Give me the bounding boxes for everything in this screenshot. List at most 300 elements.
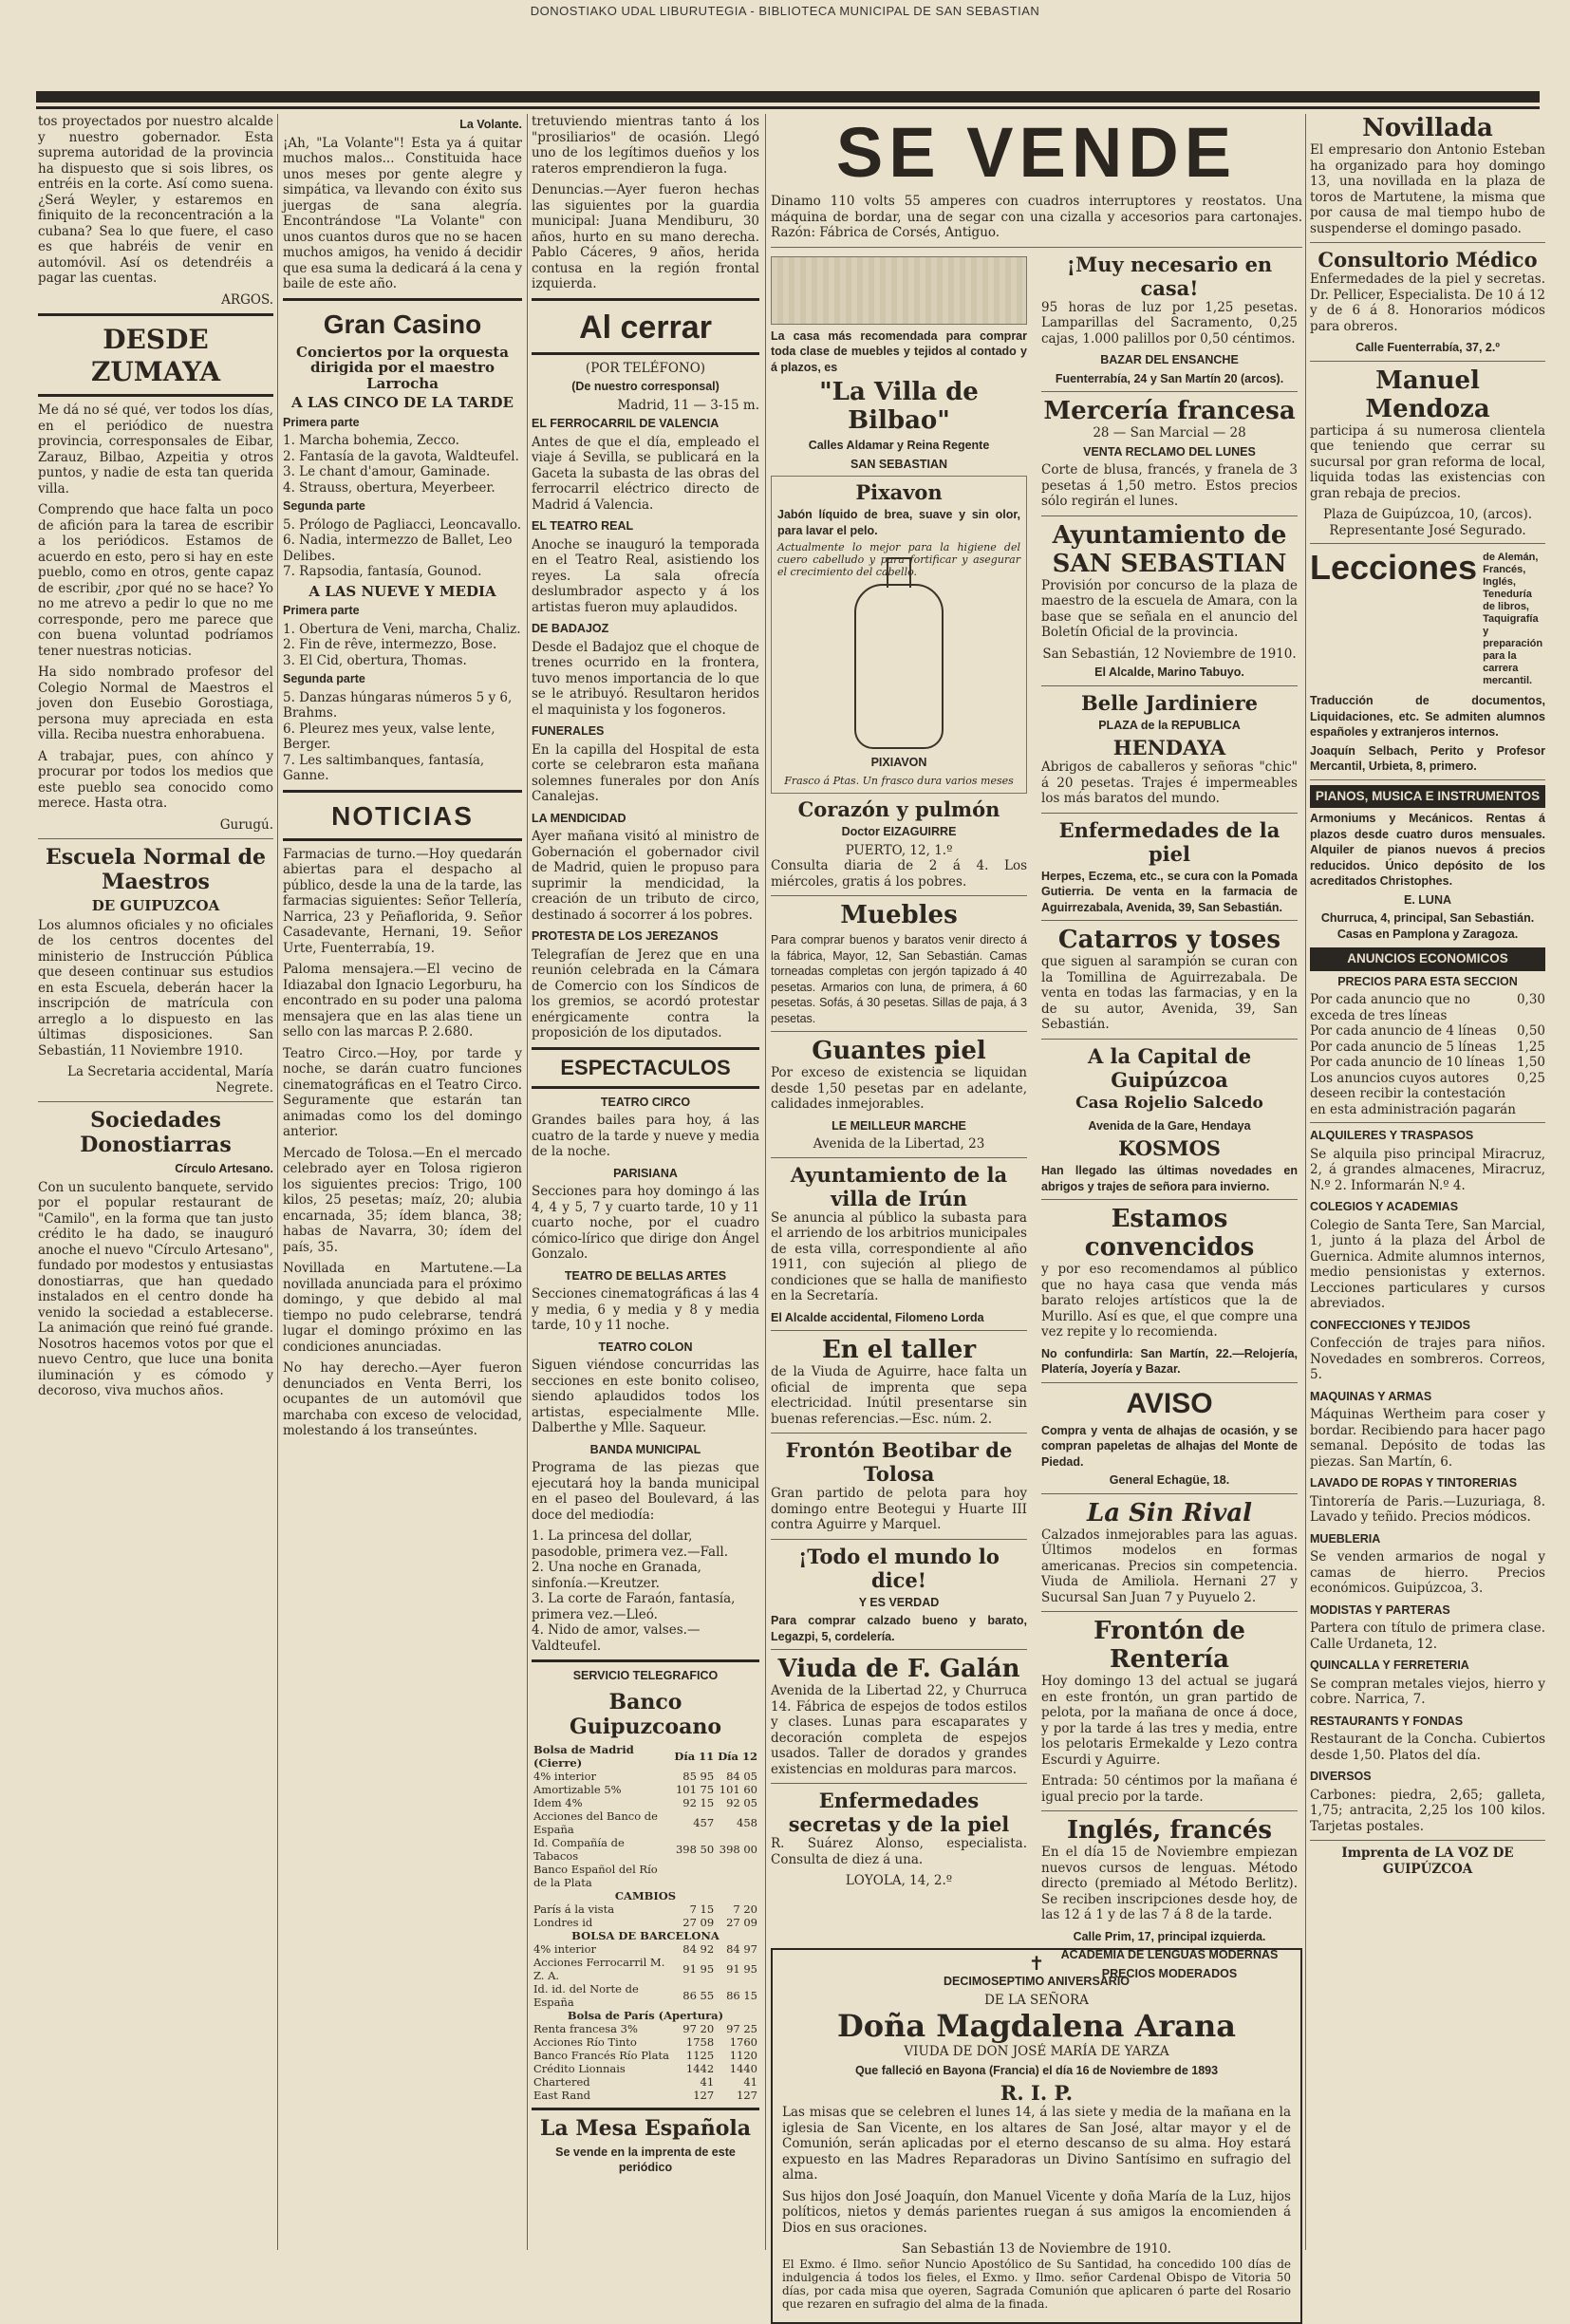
news-heading: EL FERROCARRIL DE VALENCIA: [532, 417, 720, 430]
table-cell: 86 55: [682, 1988, 715, 2002]
taller-text: de la Viuda de Aguirre, hace falta un oficial de imprenta que sepa electricidad. Inútil presentarse sin buenas referencias.—Esc. núm. 2.: [771, 1364, 1027, 1427]
divider: [1041, 1810, 1298, 1811]
divider: [771, 1649, 1027, 1650]
show-heading: BANDA MUNICIPAL: [589, 1442, 701, 1456]
news-item: Mercado de Tolosa.—En el mercado celebrado ayer en Tolosa rigieron los siguientes precios: Trigo, 100 kilos, 25 pesetas; maíz, 20; alubia encarnada, 35; ídem blanca, 38; habas de Navarra, 30; ídem del país, 35.: [283, 1145, 522, 1255]
price-row: [1310, 1023, 1545, 1040]
article-paragraph: Denuncias.—Ayer fueron hechas las siguientes por la guardia municipal: Juana Mendiburu, 30 años, hurto en su mano derecha. Pablo Cáceres, 9 años, herida contusa en la región frontal izquierda.: [532, 182, 759, 291]
table-row: [532, 1916, 759, 1929]
divider: [1310, 1840, 1545, 1841]
ads-subcolumn-right: [1041, 253, 1298, 1985]
divider: [1041, 813, 1298, 814]
merceria-addr: 28 — San Marcial — 28: [1093, 425, 1246, 440]
convencidos-text: y por eso recomendamos al público que no haya casa que venda más barato relojes artísticos que la de Murillo. Así es que, el que compre una vez repite y lo recomienda.: [1041, 1262, 1298, 1340]
column-divider: [1305, 114, 1306, 2250]
belle-sub: PLAZA de la REPUBLICA: [1098, 718, 1241, 732]
program-item: 1. Marcha bohemia, Zecco.: [283, 433, 459, 448]
servicio-heading: SERVICIO TELEGRAFICO: [572, 1669, 719, 1682]
belle-title: Belle Jardiniere: [1080, 690, 1259, 715]
enfermedades-title: Enfermedades secretas y de la piel: [788, 1789, 1010, 1836]
classified-text: Confección de trajes para niños. Novedades en sombreros. Correos, 5.: [1310, 1336, 1545, 1382]
ingles-text: En el día 15 de Noviembre empiezan nuevos cursos de lenguas. Método directo (premiado al Método Berlitz). Se reciben inscripciones desde hoy, de las 12 á 1 y de las 7 á 8 de la tarde.: [1041, 1845, 1298, 1922]
table-row: [532, 1982, 759, 2009]
divider: [1041, 515, 1298, 516]
belle-city: HENDAYA: [1112, 736, 1226, 759]
table-cell: 4% interior: [533, 1769, 597, 1783]
todo-text: Para comprar calzado bueno y barato, Legazpi, 5, cordelería.: [771, 1614, 1027, 1643]
classified-heading: RESTAURANTS Y FONDAS: [1310, 1714, 1464, 1728]
classified-heading: LAVADO DE ROPAS Y TINTORERIAS: [1310, 1476, 1518, 1490]
muebles-text: Para comprar buenos y baratos venir directo á la fábrica, Mayor, 12, San Sebastián. Camas torneadas completas con jergón tapizado á 40 pesetas. Armarios con luna, de primera, á 60 pesetas. Sofás, á 30 pesetas. Sillas de paja, á 3 pesetas.: [771, 933, 1027, 1025]
table-cell: 41: [743, 2074, 757, 2089]
divider: [771, 247, 1302, 248]
esquela-died: Que falleció en Bayona (Francia) el día 16 de Noviembre de 1893: [854, 2063, 1219, 2077]
volante-label: La Volante.: [459, 118, 522, 131]
divider: [1310, 779, 1545, 780]
merceria-title: Mercería francesa: [1043, 397, 1296, 425]
irun-sign: El Alcalde accidental, Filomeno Lorda: [771, 1310, 984, 1324]
convencidos-title: Estamos convencidos: [1084, 1205, 1255, 1262]
sociedades-subtitle: Círculo Artesano.: [175, 1162, 273, 1175]
taller-title: En el taller: [821, 1336, 977, 1364]
table-cell: Renta francesa 3%: [533, 2021, 638, 2035]
table-cell: 92 05: [726, 1795, 757, 1809]
enfermedades-text: R. Suárez Alonso, especialista. Consulta de diez á una.: [771, 1836, 1027, 1867]
renteria-title: Frontón de Rentería: [1093, 1617, 1245, 1674]
price-value: 1,50: [1516, 1055, 1545, 1070]
table-cell: 84 05: [726, 1769, 757, 1783]
beotibar-title: Frontón Beotibar de Tolosa: [785, 1438, 1013, 1486]
irun-title: Ayuntamiento de la villa de Irún: [790, 1162, 1008, 1210]
renteria-text: Hoy domingo 13 del actual se jugará en este frontón, un gran partido de pelota, por la mañana de once á doce, y por la tarde á las tres y media, entre los pelotaris Ermekalde y Lezo contra Escurdi y Aguirre.: [1041, 1674, 1298, 1768]
table-cell: 85 95: [682, 1769, 715, 1783]
program-item: 1. La princesa del dollar, pasodoble, primera vez.—Fall.: [532, 1528, 728, 1560]
table-cell: 1758: [685, 2034, 715, 2049]
ads-area: [771, 113, 1302, 2311]
segunda-parte-label: Segunda parte: [283, 499, 365, 513]
divider: [1041, 391, 1298, 392]
villa-sub: Calles Aldamar y Reina Regente: [808, 439, 990, 452]
table-section-heading: BOLSA DE BARCELONA: [571, 1928, 720, 1942]
table-section-heading: Bolsa de París (Apertura): [567, 2008, 724, 2022]
guantes-shop: LE MEILLEUR MARCHE: [832, 1118, 966, 1133]
table-cell: Crédito Lionnais: [533, 2061, 626, 2075]
consultorio-title: Consultorio Médico: [1318, 248, 1538, 272]
classified-text: Se alquila piso principal Miracruz, 2, á grandes almacenes, Miracruz, N.º 2. Informarán N.º 4.: [1310, 1146, 1545, 1193]
table-cell: 398 50: [675, 1842, 715, 1856]
article-paragraph: tretuviendo mientras tanto á los "prosiliarios" de ocasión. Llegó uno de los legítimos dueños y los rateros emprendieron la fuga.: [532, 114, 759, 177]
todo-title: ¡Todo el mundo lo dice!: [798, 1544, 1000, 1592]
news-item: En la capilla del Hospital de esta corte se celebraron esta mañana solemnes funerales por don Anís Canalejas.: [532, 741, 759, 804]
villa-text: La casa más recomendada para comprar toda clase de muebles y tejidos al contado y á plazos, es: [771, 328, 1027, 374]
news-item: Farmacias de turno.—Hoy quedarán abiertas para el despacho al público, desde la una de la tarde, las farmacias siguientes: Señor Tellería, Narrica, 23 y Peñaflorida, 9. Señor Casadevante, Hernani, 19. Señor Urte, Fuenterrabía, 19.: [283, 846, 522, 956]
esquela-sub: DE LA SEÑORA: [984, 1992, 1089, 2008]
table-cell: Idem 4%: [533, 1795, 583, 1809]
program-item: 2. Una noche en Granada, sinfonía.—Kreutzer.: [532, 1560, 701, 1591]
al-cerrar-subtitle: (POR TELÉFONO): [585, 360, 706, 376]
table-cell: Londres id: [533, 1915, 593, 1929]
villa-title: "La Villa de Bilbao": [819, 378, 979, 435]
classified-heading: MAQUINAS Y ARMAS: [1310, 1389, 1432, 1403]
article-paragraph: Ha sido nombrado profesor del Colegio Normal de Maestros el joven don Eusebio Gorostiaga, persona muy apreciada en esta villa. Reciba nuestra enhorabuena.: [38, 665, 273, 742]
table-header: Día 11: [674, 1749, 715, 1763]
table-row: [532, 2022, 759, 2035]
divider: [38, 838, 273, 839]
galan-text: Avenida de la Libertad 22, y Churruca 14. Fábrica de espejos de todos estilos y clases. Lunas para escaparates y decoración completa de espejos usados. Taller de dorados y grandes existencias en molduras para marcos.: [771, 1683, 1027, 1777]
table-cell: 27 09: [682, 1915, 715, 1929]
desde-zumaya-title: DESDE ZUMAYA: [90, 324, 221, 387]
enf-piel-title: Enfermedades de la piel: [1058, 817, 1280, 866]
necesario-shop: BAZAR DEL ENSANCHE: [1100, 353, 1239, 366]
news-item: Teatro Circo.—Hoy, por tarde y noche, se darán cuatro funciones cinematográficas en el Teatro Circo. Seguramente que estarán tan animadas como los del domingo anterior.: [283, 1045, 522, 1139]
program-item: 3. La corte de Faraón, fantasía, primera vez.—Lleó.: [532, 1591, 736, 1622]
table-row: [532, 1770, 759, 1783]
table-cell: 97 20: [682, 2021, 715, 2035]
convencidos-addr: No confundirla: San Martín, 22.—Relojería, Platería, Joyería y Bazar.: [1041, 1346, 1298, 1376]
section-rule: [283, 790, 522, 793]
price-value: 0,25: [1516, 1070, 1545, 1086]
classified-text: Partera con título de primera clase. Calle Urdaneta, 12.: [1310, 1621, 1545, 1652]
classified-heading: MODISTAS Y PARTERAS: [1310, 1602, 1450, 1617]
classified-heading: MUEBLERIA: [1310, 1531, 1381, 1546]
mesa-title: La Mesa Española: [539, 2115, 752, 2141]
table-row: [532, 2049, 759, 2062]
noticias-title: NOTICIAS: [331, 800, 474, 831]
classified-heading: DIVERSOS: [1310, 1770, 1372, 1783]
necesario-text: 95 horas de luz por 1,25 pesetas. Lamparillas del Sacramento, 0,25 cajas, 1.000 palillos por 0,50 céntimos.: [1041, 299, 1298, 347]
primera-parte-label: Primera parte: [283, 604, 360, 617]
table-row: [532, 1956, 759, 1982]
table-cell: 91 95: [682, 1961, 715, 1976]
table-cell: 41: [700, 2074, 715, 2089]
necesario-title: ¡Muy necesario en casa!: [1066, 252, 1273, 300]
sociedades-title: Sociedades Donostiarras: [80, 1108, 232, 1157]
table-row: [532, 1902, 759, 1916]
table-cell: 398 00: [719, 1842, 757, 1856]
program-item: 4. Nido de amor, valses.—Valdteufel.: [532, 1622, 701, 1654]
divider: [1041, 1199, 1298, 1200]
section-rule: [532, 2108, 759, 2110]
table-cell: Acciones Río Tinto: [533, 2034, 637, 2049]
villa-city: SAN SEBASTIAN: [850, 457, 948, 471]
ingles-academy: ACADEMIA DE LENGUAS MODERNAS: [1060, 1948, 1279, 1961]
dateline: Madrid, 11 — 3-15 m.: [617, 397, 759, 413]
divider: [38, 1101, 273, 1102]
ayto-text: Provisión por concurso de la plaza de maestro de la escuela de Amara, con la base que se señala en el anuncio del Boletín Oficial de la provincia.: [1041, 577, 1298, 640]
catarros-title: Catarros y toses: [1057, 926, 1281, 954]
news-heading: LA MENDICIDAD: [532, 811, 626, 825]
tarde-heading: A LAS CINCO DE LA TARDE: [291, 394, 514, 411]
price-label: Por cada anuncio de 4 líneas: [1310, 1023, 1497, 1039]
column-6: [1310, 114, 1545, 2250]
lecciones-ad: [1310, 549, 1545, 690]
article-intro: tos proyectados por nuestro alcalde y nuestro gobernador. Esta suprema autoridad de la provincia ha dispuesto que si sois libres, os entréis en la corte. Así como suena. ¿Será Weyler, y estaremos en finiquito de la reconcentración a la cubana? Sea lo que fuere, el caso es que habréis de venir en automóvil. Así os detendréis a pagar las cuentas.: [38, 114, 273, 286]
table-cell: 84 92: [682, 1941, 715, 1956]
pixavon-text2: Actualmente lo mejor para la higiene del cuero cabelludo y para fortificar y asegurar el crecimiento del cabello.: [777, 541, 1020, 578]
section-rule: [532, 298, 759, 301]
pixavon-title: Pixavon: [855, 480, 943, 504]
table-cell: [672, 1863, 716, 1889]
program-item: 1. Obertura de Veni, marcha, Chaliz.: [283, 621, 521, 637]
pianos-shop: E. LUNA: [1404, 892, 1451, 907]
table-section-heading: CAMBIOS: [614, 1888, 677, 1902]
table-row: [532, 2062, 759, 2075]
news-item: Antes de que el día, empleado el viaje á Sevilla, se publicará en la Gaceta la subasta de las obras del ferrocarril eléctrico directo de Madrid á Valencia.: [532, 434, 759, 513]
section-rule: [532, 1659, 759, 1662]
price-label: Los anuncios cuyos autores deseen recibir la contestación en esta administración pagarán: [1310, 1070, 1516, 1117]
sin-rival-text: Calzados inmejorables para las aguas. Últimos modelos en formas americanas. Precios sin competencia. Viuda de Amiliola. Hernani 27 y Sucursal San Juan 7 y Puyuelo 2.: [1041, 1527, 1298, 1605]
article-paragraph: ¡Ah, "La Volante"! Esta ya á quitar muchos malos... Constituida hace unos meses por gente alegre y simpática, va llevando con éxito sus juergas de sana alegría. Encontrándose "La Volante" con unos cuantos duros que no se hacen muchos amigos, ha venido á decidir que esa suma la dedicará á la cena y baile de este año.: [283, 135, 522, 291]
se-vende-title: SE VENDE: [835, 113, 1238, 192]
price-value: 0,30: [1516, 992, 1545, 1007]
price-label: Por cada anuncio de 10 líneas: [1310, 1055, 1505, 1070]
masthead-rule-thin: [36, 106, 1540, 109]
price-row: [1310, 992, 1545, 1023]
section-rule: [38, 313, 273, 316]
table-cell: 127: [693, 2088, 715, 2102]
table-row: [532, 2075, 759, 2089]
table-cell: 101 60: [719, 1782, 757, 1796]
table-cell: 457: [693, 1815, 715, 1829]
capital-title: A la Capital de Guipúzcoa: [1087, 1043, 1252, 1092]
news-heading: FUNERALES: [532, 724, 605, 738]
classified-text: Máquinas Wertheim para coser y bordar. Recibiendo para hacer pago semanal. Depósito de todas las piezas. San Martín, 6.: [1310, 1407, 1545, 1470]
price-label: Por cada anuncio de 5 líneas: [1310, 1039, 1497, 1055]
classified-heading: QUINCALLA Y FERRETERIA: [1310, 1659, 1469, 1672]
section-rule: [283, 298, 522, 301]
ayto-date: San Sebastián, 12 Noviembre de 1910.: [1042, 646, 1297, 662]
pixavon-bottle-label: PIXIAVON: [870, 756, 927, 769]
irun-text: Se anuncia al público la subasta para el arriendo de los arbitrios municipales de esta villa, correspondiente al año 1911, con sujeción al pliego de condiciones que se halla de manifiesto en la Secretaría.: [771, 1209, 1027, 1303]
catarros-text: que siguen al sarampión se curan con la Tomillina de Aguirrezabala. De venta en todas las farmacias, y en la de su autor, Avenida, 39, San Sebastián.: [1041, 954, 1298, 1032]
table-cell: 7 20: [733, 1902, 757, 1916]
mesa-text: Se vende en la imprenta de este periódico: [555, 2145, 736, 2174]
article-paragraph: Los alumnos oficiales y no oficiales de los centros docentes del ministerio de Instrucción Pública que deseen continuar sus estudios en esta Escuela, deberán hacer la inscripción de matrícula con arreglo a lo dispuesto en las últimas disposiciones. San Sebastián, 11 Noviembre 1910.: [38, 917, 273, 1059]
aviso-title: AVISO: [1126, 1387, 1213, 1419]
divider: [771, 1157, 1027, 1158]
al-cerrar-subtitle: (De nuestro corresponsal): [571, 380, 720, 393]
table-cell: 1442: [685, 2061, 715, 2075]
esquela-date: San Sebastián 13 de Noviembre de 1910.: [902, 2241, 1171, 2257]
divider: [771, 1783, 1027, 1784]
news-item: Telegrafían de Jerez que en una reunión celebrada en la Cámara de Comercio con los Síndicos de los gremios, se acordó protestar enérgicamente contra la proposición de los diputados.: [532, 946, 759, 1040]
divider: [1310, 242, 1545, 243]
column-2: [283, 114, 522, 2250]
article-signature: La Secretaria accidental, María Negrete.: [66, 1064, 273, 1096]
classified-text: Restaurant de la Concha. Cubiertos desde 1,50. Platos del día.: [1310, 1732, 1545, 1763]
table-row: [532, 1836, 759, 1863]
anuncios-title: ANUNCIOS ECONOMICOS: [1310, 947, 1545, 971]
news-item: Novillada en Martutene.—La novillada anunciada para el próximo domingo, y que debido al mal tiempo no pudo celebrarse, tendrá lugar el domingo próximo en las condiciones anunciadas.: [283, 1261, 522, 1355]
table-cell: 1760: [729, 2034, 757, 2049]
table-header: Bolsa de Madrid (Cierre): [533, 1742, 634, 1770]
program-item: 3. Le chant d'amour, Gaminade.: [283, 464, 491, 479]
corazon-addr: PUERTO, 12, 1.º: [845, 842, 953, 858]
table-cell: Banco Francés Río Plata: [533, 2048, 669, 2062]
segunda-parte-label: Segunda parte: [283, 672, 365, 685]
table-cell: 101 75: [675, 1782, 715, 1796]
classified-text: Carbones: piedra, 2,65; galleta, 1,75; antracita, 2,25 los 100 kilos. Tarjetas postales.: [1310, 1787, 1545, 1834]
table-cell: 27 09: [726, 1915, 757, 1929]
show-heading: TEATRO DE BELLAS ARTES: [564, 1268, 727, 1283]
table-cell: Banco Español del Río de la Plata: [533, 1862, 658, 1889]
divider: [771, 1330, 1027, 1331]
column-divider: [527, 114, 528, 2250]
printer-footer: Imprenta de LA VOZ DE GUIPÚZCOA: [1341, 1846, 1514, 1877]
novillada-text: El empresario don Antonio Esteban ha organizado para hoy domingo 13, una novillada en la plaza de toros de Martutene, la misma que por causa de mal tiempo hubo de suspenderse el domingo pasado.: [1310, 142, 1545, 236]
section-rule: [532, 1086, 759, 1089]
price-row: [1310, 1071, 1545, 1118]
consultorio-addr: Calle Fuenterrabía, 37, 2.º: [1355, 341, 1500, 354]
corazon-text: Consulta diaria de 2 á 4. Los miércoles, gratis á los pobres.: [771, 858, 1027, 890]
table-cell: Chartered: [533, 2074, 590, 2089]
banco-title: Banco Guipuzcoano: [569, 1689, 721, 1739]
price-row: [1310, 1055, 1545, 1071]
gran-casino-subtitle: Conciertos por la orquesta dirigida por el maestro Larrocha: [296, 343, 509, 392]
program-item: 5. Prólogo de Pagliacci, Leoncavallo.: [283, 516, 522, 533]
pixavon-ad: [771, 476, 1027, 794]
ingles-prices: PRECIOS MODERADOS: [1101, 1966, 1238, 1980]
table-cell: 7 15: [689, 1902, 715, 1916]
mendoza-text: participa á su numerosa clientela que teniendo que cerrar su sucursal por gran reforma de local, liquida todas las existencias con gran rebaja de precios.: [1310, 422, 1545, 501]
cross-icon: ✝: [1028, 1951, 1045, 1975]
sin-rival-title: La Sin Rival: [1086, 1498, 1253, 1527]
ingles-addr: Calle Prim, 17, principal izquierda.: [1073, 1929, 1266, 1943]
lecciones-langs: de Alemán, Francés, Inglés, Teneduría de libros, Taquigrafía y preparación para la carrera mercantil.: [1483, 552, 1543, 686]
guantes-addr: Avenida de la Libertad, 23: [813, 1136, 985, 1152]
lecciones-title: Lecciones: [1310, 548, 1478, 587]
renteria-entry: Entrada: 50 céntimos por la mañana é igual precio por la tarde.: [1041, 1773, 1298, 1805]
column-divider: [765, 114, 766, 2250]
belle-text: Abrigos de caballeros y señoras "chic" á 20 pesetas. Trajes é impermeables los más baratos del mundo.: [1041, 759, 1298, 806]
divider: [771, 895, 1027, 896]
program-item: 7. Les saltimbanques, fantasía, Ganne.: [283, 752, 485, 783]
news-item: Ayer mañana visitó al ministro de Gobernación el gobernador civil de Madrid, quien le propuso para suprimir la mendicidad, la creación de un tributo de circo, destinado á socorrer á los pobres.: [532, 829, 759, 923]
escuela-subtitle: DE GUIPUZCOA: [91, 897, 220, 914]
table-cell: [716, 1863, 759, 1889]
mendoza-addr: Plaza de Guipúzcoa, 10, (arcos). Representante José Segurado.: [1322, 507, 1533, 538]
divider: [1041, 1382, 1298, 1383]
necesario-addr: Fuenterrabía, 24 y San Martín 20 (arcos).: [1055, 371, 1284, 385]
section-rule: [38, 394, 273, 397]
aviso-addr: General Echagüe, 18.: [1109, 1473, 1230, 1487]
article-signature: Gurugú.: [219, 816, 273, 833]
program-item: 2. Fin de rêve, intermezzo, Bose.: [283, 637, 497, 652]
masthead-rule: [36, 91, 1540, 103]
table-row: [532, 2035, 759, 2049]
corazon-title: Corazón y pulmón: [797, 797, 1000, 821]
divider: [771, 1433, 1027, 1434]
capital-shop: KOSMOS: [1118, 1136, 1221, 1160]
merceria-sub: VENTA RECLAMO DEL LUNES: [1083, 444, 1256, 459]
ayto-title-1: Ayuntamiento de: [1052, 520, 1287, 550]
show-text: Programa de las piezas que ejecutará hoy la banda municipal en el paseo del Boulevard, á las doce del mediodía:: [532, 1460, 759, 1523]
table-header: Día 12: [718, 1749, 757, 1763]
program-item: 4. Strauss, obertura, Meyerbeer.: [283, 479, 495, 496]
article-paragraph: Comprendo que hace falta un poco de afición para la tarea de escribir a los periódicos. Estamos de acuerdo en esto, pero si hay en este pueblo, como en otros, gente capaz de escribir, ¿por qué no se hace? Yo no me atrevo a pedir lo que no me corresponde, pero me parece que con buena voluntad podríamos tener nuestras noticias.: [38, 502, 273, 659]
table-cell: Acciones Ferrocarril M. Z. A.: [533, 1955, 665, 1982]
column-3: [532, 114, 759, 2250]
divider: [1041, 1611, 1298, 1612]
anuncios-prices-head: PRECIOS PARA ESTA SECCION: [1337, 974, 1518, 988]
column-1: [38, 114, 273, 2250]
table-row: [532, 1783, 759, 1796]
table-cell: 92 15: [682, 1795, 715, 1809]
section-rule: [532, 352, 759, 355]
program-item: 2. Fantasía de la gavota, Waldteufel.: [283, 448, 519, 464]
price-label: Por cada anuncio que no exceda de tres líneas: [1310, 992, 1470, 1023]
show-text: Grandes bailes para hoy, á las cuatro de la tarde y nueve y media de la noche.: [532, 1113, 759, 1159]
esquela-rip: R. I. P.: [1000, 2081, 1074, 2105]
program-item: 5. Danzas húngaras números 5 y 6, Brahms.: [283, 689, 513, 721]
ayto-title-2: SAN SEBASTIAN: [1052, 549, 1287, 578]
article-paragraph: A trabajar, pues, con ahínco y procurar por todos los medios que este pueblo sea conocido como merece. Hasta otra.: [38, 748, 273, 811]
price-row: [1310, 1040, 1545, 1056]
program-item: 7. Rapsodia, fantasía, Gounod.: [283, 564, 482, 579]
ayto-sign: El Alcalde, Marino Tabuyo.: [1094, 665, 1244, 679]
galan-title: Viuda de F. Galán: [777, 1655, 1020, 1683]
pixavon-text: Jabón líquido de brea, suave y sin olor, para lavar el pelo.: [777, 508, 1020, 537]
divider: [771, 1031, 1027, 1032]
news-heading: EL TEATRO REAL: [532, 519, 634, 533]
show-text: Siguen viéndose concurridas las secciones en este bonito coliseo, siendo aplaudidos todos los artistas, especialmente Mlle. Dalberthe y Mlle. Saqueur.: [532, 1358, 759, 1435]
corazon-doctor: Doctor EIZAGUIRRE: [841, 825, 957, 838]
espectaculos-title: ESPECTACULOS: [560, 1055, 731, 1079]
news-heading: PROTESTA DE LOS JEREZANOS: [532, 929, 719, 943]
divider: [1041, 685, 1298, 686]
section-rule: [532, 1047, 759, 1050]
capital-sub: Casa Rojelio Salcedo: [1075, 1093, 1263, 1113]
price-value: 0,50: [1516, 1023, 1545, 1039]
ads-subcolumn-left: [771, 253, 1027, 1889]
pixavon-tag: Frasco á Ptas. Un frasco dura varios meses: [784, 774, 1014, 787]
se-vende-text: Dinamo 110 volts 55 amperes con cuadros interruptores y reostatos. Una máquina de bordar, una de segar con una cizalla y accesorios para cartonajes. Razón: Fábrica de Corsés, Antiguo.: [771, 194, 1302, 240]
guantes-title: Guantes piel: [812, 1037, 986, 1065]
table-cell: Id. id. del Norte de España: [533, 1981, 639, 2009]
noche-heading: A LAS NUEVE Y MEDIA: [308, 582, 496, 600]
show-heading: TEATRO CIRCO: [600, 1095, 691, 1109]
table-row: [532, 2089, 759, 2102]
article-paragraph: Con un suculento banquete, servido por el popular restaurant de "Camilo", en la forma que tan justo crédito le ha dado, se inauguró anoche el nuevo "Círculo Artesano", fundado por modestos y entusiastas donostiarras, que han quedado instalados en el centro donde ha venido la sociedad a establecerse. La animación que reinó fué grande. Nosotros hacemos votos por que el nuevo Centro, que luce una bonita iluminación y es cómodo y decoroso, viva muchos años.: [38, 1179, 273, 1398]
classified-text: Colegio de Santa Tere, San Marcial, 1, junto á la plaza del Árbol de Guernica. Admite alumnos internos, medio pensionistas y externos. Lecciones particulares y cursos abreviados.: [1310, 1217, 1545, 1311]
news-item: No hay derecho.—Ayer fueron denunciados en Venta Berri, los ocupantes de un automóvil que marchaba con exceso de velocidad, molestando á los transeúntes.: [283, 1360, 522, 1438]
bottle-icon: [854, 584, 944, 749]
novillada-title: Novillada: [1362, 114, 1493, 142]
table-cell: East Rand: [533, 2088, 590, 2102]
news-heading: DE BADAJOZ: [532, 622, 609, 635]
lecciones-addr: Joaquín Selbach, Perito y Profesor Mercantil, Urbieta, 8, primero.: [1310, 743, 1545, 773]
table-row: [532, 1809, 759, 1836]
muebles-title: Muebles: [840, 901, 958, 929]
divider: [1310, 361, 1545, 362]
esquela-name: Doña Magdalena Arana: [837, 2008, 1236, 2044]
pianos-text: Armoniums y Mecánicos. Rentas á plazos desde cuatro duros mensuales. Alquiler de pianos nuevos á precios reducidos. Único depósito de los acreditados Christophes.: [1310, 812, 1545, 888]
merceria-text: Corte de blusa, francés, y franela de 3 pesetas á 1,50 metro. Estos precios sólo regirán el lunes.: [1041, 462, 1298, 509]
program-item: 6. Nadia, intermezzo de Ballet, Leo Delibes.: [283, 533, 513, 564]
lecciones-text: Traducción de documentos, Liquidaciones, etc. Se admiten alumnos españoles y extranjeros internos.: [1310, 694, 1545, 739]
table-cell: Amortizable 5%: [533, 1782, 622, 1796]
table-cell: 458: [737, 1815, 757, 1829]
escuela-title: Escuela Normal de Maestros: [45, 845, 267, 894]
show-text: Secciones para hoy domingo á las 4, 4 y 5, 7 y cuarto tarde, 10 y 11 cuarto noche, por el cuadro cómico-lírico que dirige don Ángel Gonzalo.: [532, 1184, 759, 1262]
capital-sub2: Avenida de la Gare, Hendaya: [1088, 1118, 1251, 1133]
archive-header: DONOSTIAKO UDAL LIBURUTEGIA - BIBLIOTECA MUNICIPAL DE SAN SEBASTIAN: [530, 4, 1040, 18]
aviso-text: Compra y venta de alhajas de ocasión, y se compran papeletas de alhajas del Monte de Piedad.: [1041, 1423, 1298, 1469]
capital-text: Han llegado las últimas novedades en abrigos y trajes de señora para invierno.: [1041, 1164, 1298, 1193]
table-cell: 97 25: [726, 2021, 757, 2035]
price-value: 1,25: [1516, 1039, 1545, 1055]
classified-text: Se compran metales viejos, hierro y cobre. Narrica, 7.: [1310, 1676, 1545, 1707]
